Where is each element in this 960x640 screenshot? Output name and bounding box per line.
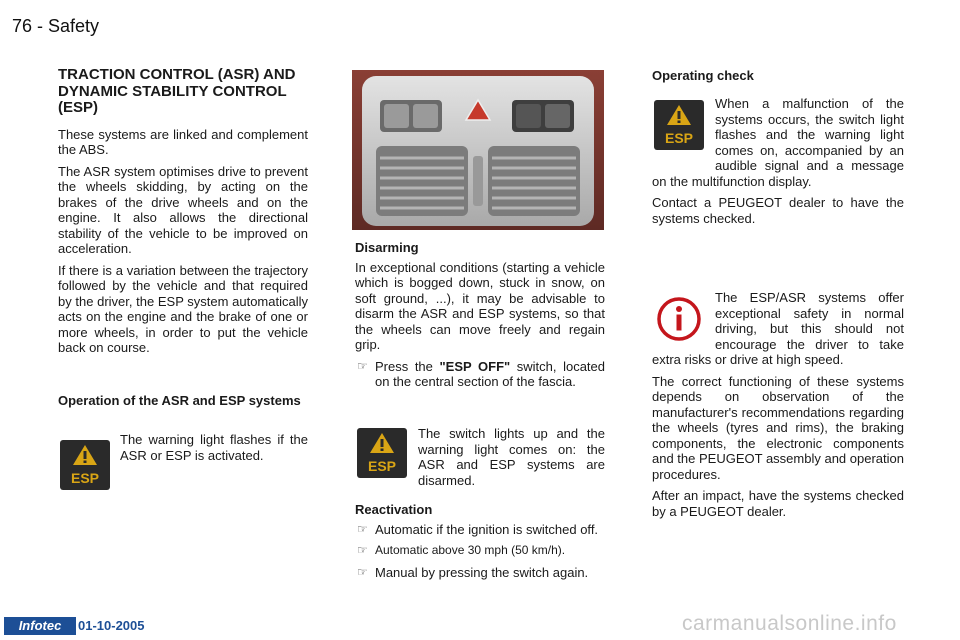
operating-check-section <box>652 68 904 88</box>
esp-icon-label-middle: ESP <box>367 458 397 474</box>
pointing-hand-icon: ☞ <box>357 564 368 579</box>
correct-functioning-text: The correct functioning of these systems depends on observation of the manufacturer's recommendations regarding the wheels (tyres and rims), the braking components, the electronic components and the PEUGEOT assembly and operation procedures. <box>652 373 904 482</box>
pointing-hand-icon: ☞ <box>357 358 368 373</box>
press-suffix: switch, located on the central section of the fascia. <box>375 358 605 389</box>
press-prefix: Press the <box>375 358 440 374</box>
esp-icon-label-right: ESP <box>664 130 694 146</box>
reactivation-item <box>355 565 605 581</box>
operation-section <box>58 393 308 413</box>
reactivation-section <box>355 502 605 586</box>
info-text: The ESP/ASR systems offer exceptional safety in normal driving, but this should not encourage the driver to take extra risks or drive at high speed. <box>652 290 904 367</box>
watermark: carmanualsonline.info <box>682 612 897 635</box>
malfunction-block <box>652 96 904 232</box>
page-number: 76 <box>12 16 33 36</box>
fascia-switch-photo <box>352 70 604 230</box>
operation-text: The warning light flashes if the ASR or ESP is activated. <box>120 432 308 463</box>
switch-lights-text: The switch lights up and the warning light comes on: the ASR and ESP systems are disarmed. <box>418 426 605 488</box>
reactivation-item <box>355 543 605 559</box>
icon-spacer <box>652 96 715 164</box>
disarming-heading: Disarming <box>355 240 419 255</box>
esp-off-switch-label: "ESP OFF" <box>439 358 511 374</box>
disarming-section <box>355 240 605 396</box>
operation-heading: Operation of the ASR and ESP systems <box>58 393 301 408</box>
left-column <box>58 67 308 362</box>
esp-paragraph: If there is a variation between the trajectory followed by the vehicle and that required by the driver, the ESP system automatically acts on the engine and the brake of one or more wheels, in order to put the vehicle back on course. <box>58 262 308 355</box>
press-switch-instruction <box>355 359 605 390</box>
operating-check-heading: Operating check <box>652 68 754 83</box>
pointing-hand-icon: ☞ <box>357 543 368 557</box>
main-title: TRACTION CONTROL (ASR) AND DYNAMIC STABILITY CONTROL (ESP) <box>58 66 296 116</box>
pointing-hand-icon: ☞ <box>357 521 368 536</box>
footer-date: 01-10-2005 <box>78 618 145 633</box>
header-separator: - <box>32 16 49 36</box>
icon-spacer <box>652 290 715 350</box>
section-title: Safety <box>48 16 100 36</box>
reactivation-item <box>355 522 605 538</box>
reactivation-heading: Reactivation <box>355 502 433 517</box>
info-block <box>652 290 904 525</box>
asr-paragraph: The ASR system optimises drive to prevent the wheels skidding, by acting on the brakes of the drive wheels and on the engine. It also allows the directional stability of the vehicle to be improved on acceleration. <box>58 163 308 256</box>
page-header <box>12 16 99 37</box>
esp-icon-label: ESP <box>70 470 100 486</box>
intro-paragraph: These systems are linked and complement the ABS. <box>58 126 308 157</box>
contact-text: Contact a PEUGEOT dealer to have the systems checked. <box>652 195 904 226</box>
reactivation-item-text: Manual by pressing the switch again. <box>375 564 589 580</box>
reactivation-item-text: Automatic if the ignition is switched off. <box>375 521 599 537</box>
esp-warning-icon <box>60 440 110 490</box>
after-impact-text: After an impact, have the systems checked by a PEUGEOT dealer. <box>652 488 904 519</box>
esp-warning-icon-middle <box>357 428 407 478</box>
disarming-text: In exceptional conditions (starting a vehicle which is bogged down, stuck in snow, on soft ground, ...), it may be advisable to disarm the ASR and ESP systems, so that the wheels can move freely and regain grip. <box>355 259 605 352</box>
malfunction-text: When a malfunction of the systems occurs, the switch light flashes and the warning light comes on, accompanied by an audible signal and a message on the multifunction display. <box>652 96 904 189</box>
reactivation-item-text: Automatic above 30 mph (50 km/h). <box>375 543 566 557</box>
infotec-logo: Infotec <box>4 617 76 635</box>
